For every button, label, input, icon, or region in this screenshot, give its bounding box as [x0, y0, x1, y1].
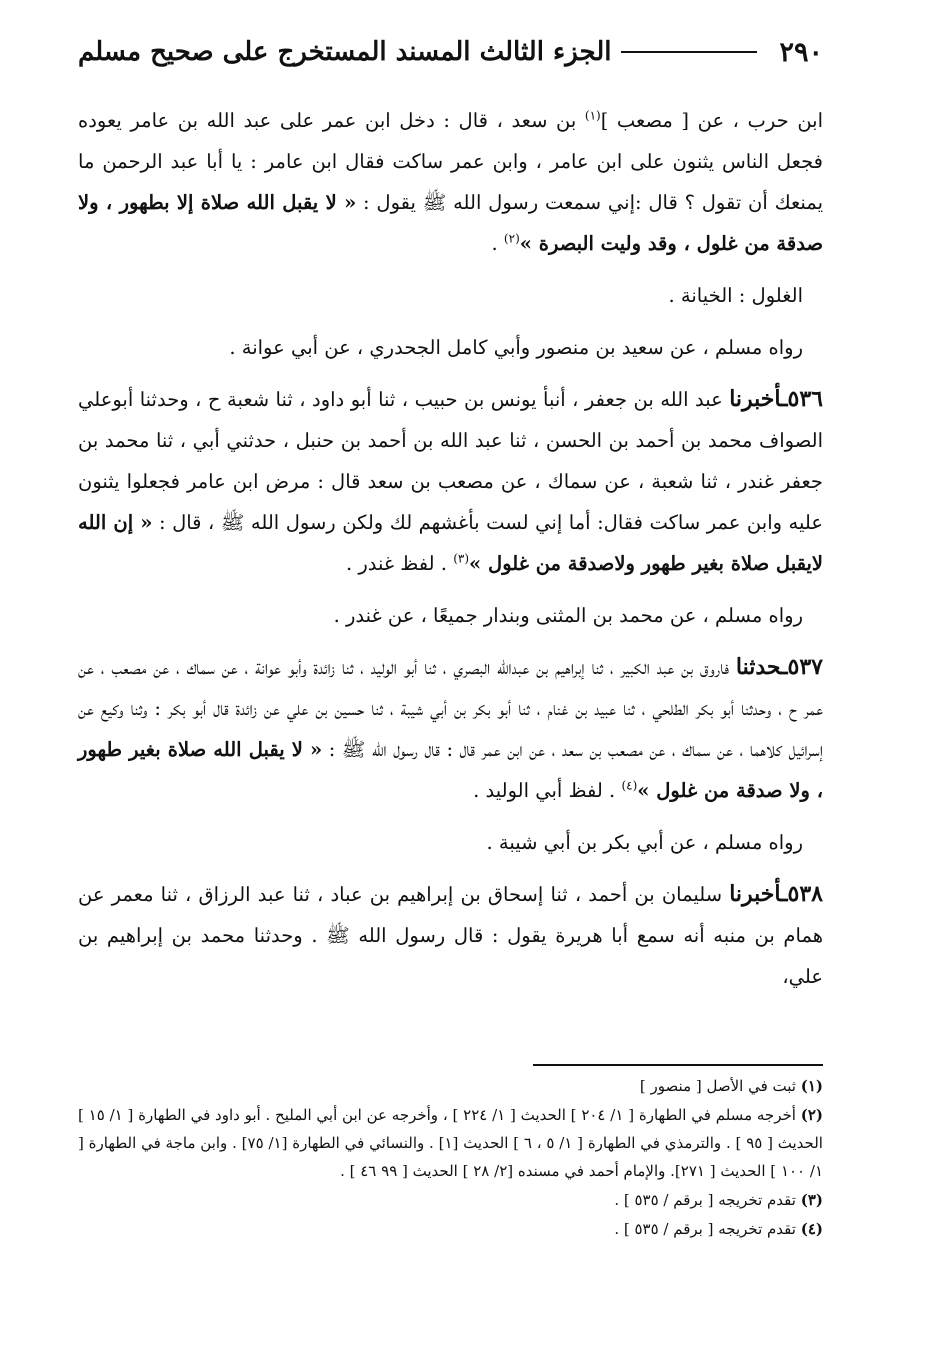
header-rule [621, 51, 757, 53]
main-text [78, 100, 823, 1008]
paragraph-continuation [78, 100, 823, 264]
hadith-verb: ـحدثنا [735, 654, 788, 680]
hadith-quote: « لا يقبل الله صلاة بغير طهور ، ولا صدقة من غلول » [78, 738, 823, 802]
footnote-2 [78, 1101, 823, 1185]
text-run: عبد الله بن جعفر ، أنبأ يونس بن حبيب ، ثنا أبو داود ، ثنا شعبة ح ، وحدثنا أبوعلي الصواف محمد بن أحمد بن الحسن ، ثنا عبد الله بن أحمد بن حنبل ، حدثني أبي ، ثنا محمد بن جعفر غندر ، ثنا شعبة ، عن سماك ، عن مصعب بن سعد قال : مرض ابن عامر فجعلوا يثنون عليه وابن عمر ساكت فقال: أما إني لست بأغشهم لك ولكن رسول الله ﷺ ، قال : [78, 388, 823, 534]
narration-note: رواه مسلم ، عن سعيد بن منصور وأبي كامل الجحدري ، عن أبي عوانة . [229, 336, 803, 359]
footnote-ref-4: (٤) [621, 778, 638, 793]
footnote-separator [533, 1064, 823, 1066]
narration-note: رواه مسلم ، عن أبي بكر بن أبي شيبة . [486, 831, 803, 854]
text-run: . لفظ أبي الوليد . [473, 779, 622, 802]
footnote-number: (٣) [800, 1191, 823, 1209]
narration-note: رواه مسلم ، عن محمد بن المثنى وبندار جميعًا ، عن غندر . [333, 604, 803, 627]
footnote-ref-2: (٢) [503, 231, 520, 246]
footnote-ref-3: (٣) [453, 551, 470, 566]
footnote-text: أخرجه مسلم في الطهارة [ ١/ ٢٠٤ ] الحديث [ ١/ ٢٢٤ ] ، وأخرجه عن ابن أبي المليح . أبو داود في الطهارة [ ١/ ١٥ ] الحديث [ ٩٥ ] . والترمذي في الطهارة [ ١/ ٥ ، ٦ ] الحديث [١] . والنسائي في الطهارة [١/ ٧٥] . وابن ماجة في الطهارة [ ١/ ١٠٠ ] الحديث [ ٢٧١]. والإمام أحمد في مسنده [٢/ ٢٨ ] الحديث [ ٩٩ ٤٦ ] . [78, 1106, 823, 1180]
page-number: ٢٩٠ [779, 36, 823, 68]
footnote-number: (١) [800, 1077, 823, 1095]
text-run: سليمان بن أحمد ، ثنا إسحاق بن إبراهيم بن عباد ، ثنا عبد الرزاق ، ثنا معمر عن همام بن منبه أنه سمع أبا هريرة يقول : قال رسول الله ﷺ . وحدثنا محمد بن إبراهيم بن علي، [78, 883, 823, 988]
hadith-verb: ـأخبرنا [729, 386, 788, 412]
text-run: فاروق بن عبد الكبير ، ثنا إبراهيم بن عبدالله البصري ، ثنا أبو الوليد ، ثنا زائدة وأبو عوانة ، عن سماك ، عن مصعب ، عن عمر ح ، وحدثنا أبو بكر الطلحي ، ثنا عبيد بن غنام ، ثنا أبو بكر بن أبي شيبة ، ثنا حسين بن علي عن زائدة قال أبو بكر : وثنا وكيع عن إسرائيل كلاهما ، عن سماك ، عن مصعب بن سعد ، عن ابن عمر قال : قال رسول الله ﷺ : [78, 656, 823, 761]
footnotes [78, 1072, 823, 1244]
footnote-4 [78, 1215, 823, 1243]
text-run: بن سعد ، قال : دخل ابن عمر على عبد الله بن عامر يعوده فجعل الناس يثنون على ابن عامر ، وابن عمر ساكت فقال ابن عامر : يا أبا عبد الرحمن ما يمنعك أن تقول ؟ قال :إني سمعت رسول الله ﷺ يقول : [78, 109, 824, 214]
footnote-1 [78, 1072, 823, 1100]
footnote-3 [78, 1186, 823, 1214]
footnote-number: (٤) [800, 1220, 823, 1238]
hadith-number: ٥٣٦ [787, 386, 823, 412]
running-header [78, 30, 823, 74]
book-title: الجزء الثالث المسند المستخرج على صحيح مسلم [78, 37, 612, 67]
page [78, 0, 823, 1360]
footnote-text: ثبت في الأصل [ منصور ] [639, 1077, 801, 1095]
hadith-537 [78, 647, 823, 811]
text-run: ابن حرب ، عن [ مصعب ] [600, 109, 824, 132]
hadith-quote: « إن الله لايقبل صلاة بغير طهور ولاصدقة من غلول » [78, 511, 823, 575]
footnote-ref-1: (١) [584, 108, 601, 123]
hadith-quote: « لا يقبل الله صلاة إلا بطهور ، ولا صدقة من غلول ، وقد وليت البصرة » [78, 191, 823, 255]
text-run: . لفظ غندر . [345, 552, 454, 575]
gloss-paragraph: الغلول : الخيانة . [668, 284, 803, 307]
footnote-number: (٢) [800, 1106, 823, 1124]
footnote-text: تقدم تخريجه [ برقم / ٥٣٥ ] . [614, 1191, 801, 1209]
hadith-verb: ـأخبرنا [729, 881, 788, 907]
hadith-number: ٥٣٧ [787, 654, 823, 680]
footnote-text: تقدم تخريجه [ برقم / ٥٣٥ ] . [614, 1220, 801, 1238]
text-run: . [491, 232, 504, 255]
hadith-number: ٥٣٨ [787, 881, 823, 907]
hadith-536 [78, 379, 823, 584]
hadith-538 [78, 874, 823, 997]
